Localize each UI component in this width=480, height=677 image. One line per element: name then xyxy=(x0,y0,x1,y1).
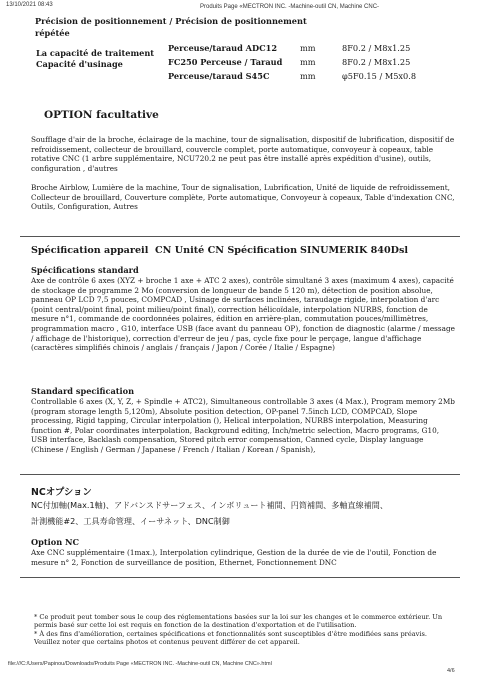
std-spec-en-text: Controllable 6 axes (X, Y, Z, + Spindle + ATC2), Simultaneous controllable 3 axes (4 Max.), Program memory 2Mb (program storage length 5,120m), Absolute position detection, OP-panel 7.5inch LCD, COMPCAD, Slope processing, Rigid tapping, Circular interpolation (), Helical interpolation, NURBS interpolation, Measuring function #, Polar coordinates interpolation, Background editing, Inch/metric selection, Macro programs, G10, USB interface, Backlash compensation, Stored pitch error compensation, Canned cycle, Display language (Chinese / English / German / Japanese / French / Italian / Korean / Spanish), xyxy=(31,397,455,454)
nc-option-jp-line1: NC付加軸(Max.1軸)、アドバンスドサーフェス、インボリュート補間、円筒補間、多軸直線補間、 xyxy=(31,500,388,510)
note-changes: * À des fins d'amélioration, certaines spécifications et fonctionnalités sont susceptibles d'être modifiées sans préavis. Veuillez noter que certains photos et contenus peuvent différer de cet appareil. xyxy=(34,630,427,647)
capacity-row-value: 8F0.2 / M8x1.25 xyxy=(342,57,411,67)
option-fr-text: Soufflage d'air de la broche, éclairage de la machine, tour de signalisation, dispositif de lubrification, dispositif de refroidissement, collecteur de brouillard, couvercle complet, porte automatique, convoyeur à copeaux, table rotative CNC (1 arbre supplémentaire, NCU720.2 ne peut pas être installé après expédition d'usine), outils, configuration , d'autres xyxy=(31,135,455,173)
footer-file-path: file:///C:/Users/Papinou/Downloads/Produits Page «MECTRON INC. -Machine-outil CN, Machine CNC».html xyxy=(8,661,272,667)
nc-option-fr-text: Axe CNC supplémentaire (1max.), Interpolation cylindrique, Gestion de la durée de vie de l'outil, Fonction de mesure n° 2, Fonction de surveillance de position, Ethernet, Fonctionnement DNC xyxy=(31,548,437,567)
footer-page-number: 4/6 xyxy=(447,668,455,674)
capacity-row-value: φ5F0.15 / M5x0.8 xyxy=(342,71,417,81)
note-regulation: * Ce produit peut tomber sous le coup des réglementations basées sur la loi sur les changes et le commerce extérieur. Un permis basé sur cette loi est requis en fonction de la destination d'exportation et de l'utilisation. xyxy=(34,613,443,630)
capacity-row-unit: mm xyxy=(300,57,316,67)
capacity-row-name: FC250 Perceuse / Taraud xyxy=(168,57,283,67)
capacity-row-unit: mm xyxy=(300,71,316,81)
option-title: OPTION facultative xyxy=(44,109,159,121)
capacity-label-line2: Capacité d'usinage xyxy=(36,59,123,69)
nc-option-jp-line2: 計測機能#2、工具寿命管理、イーサネット、DNC制御 xyxy=(31,516,230,526)
capacity-row-name: Perceuse/taraud ADC12 xyxy=(168,43,278,53)
section-divider xyxy=(20,236,460,237)
std-spec-fr-title: Spécifications standard xyxy=(31,265,139,275)
print-page-title: Produits Page «MECTRON INC. -Machine-outil CN, Machine CNC- xyxy=(200,4,380,10)
std-spec-en-title: Standard specification xyxy=(31,386,135,396)
capacity-row-value: 8F0.2 / M8x1.25 xyxy=(342,43,411,53)
capacity-row-unit: mm xyxy=(300,43,316,53)
spec-label-controller: SINUMERIK 840Dsl xyxy=(300,245,409,256)
capacity-row-name: Perceuse/taraud S45C xyxy=(168,71,270,81)
option-en-text: Broche Airblow, Lumière de la machine, Tour de signalisation, Lubrification, Unité de liquide de refroidissement, Collecteur de brouillard, Couverture complète, Porte automatique, Convoyeur à copeaux, Table d'indexation CNC, Outils, Configuration, Autres xyxy=(31,183,455,212)
positioning-label-line1: Précision de positionnement / Précision de positionnement xyxy=(35,16,307,26)
spec-label-cn-unit: CN Unité CN Spécification xyxy=(155,245,298,256)
nc-option-jp-title: NCオプション xyxy=(31,487,92,498)
positioning-label-line2: répétée xyxy=(35,28,70,38)
capacity-label-line1: La capacité de traitement xyxy=(36,48,155,58)
nc-option-fr-title: Option NC xyxy=(31,537,80,547)
section-divider xyxy=(20,474,460,475)
section-divider xyxy=(20,577,460,578)
print-datetime: 13/10/2021 08:43 xyxy=(6,2,53,8)
spec-label-device: Spécification appareil xyxy=(31,245,149,256)
std-spec-fr-text: Axe de contrôle 6 axes (XYZ + broche 1 axe + ATC 2 axes), contrôle simultané 3 axes (maximum 4 axes), capacité de stockage de programme 2 Mo (conversion de longueur de bande 5 120 m), détection de position absolue, panneau OP LCD 7,5 pouces, COMPCAD , Usinage de surfaces inclinées, taraudage rigide, interpolation d'arc (point central/point final, point milieu/point final), correction hélicoïdale, interpolation NURBS, fonction de mesure n°1, commande de coordonnées polaires, édition en arrière-plan, commutation pouces/millimètres, programmation macro , G10, interface USB (face avant du panneau OP), fonction de diagnostic (alarme / message / affichage de l'historique), correction d'erreur de jeu / pas, cycle fixe pour le perçage, langue d'affichage (caractères simplifiés chinois / anglais / français / Japon / Corée / Italie / Espagne) xyxy=(31,276,455,353)
